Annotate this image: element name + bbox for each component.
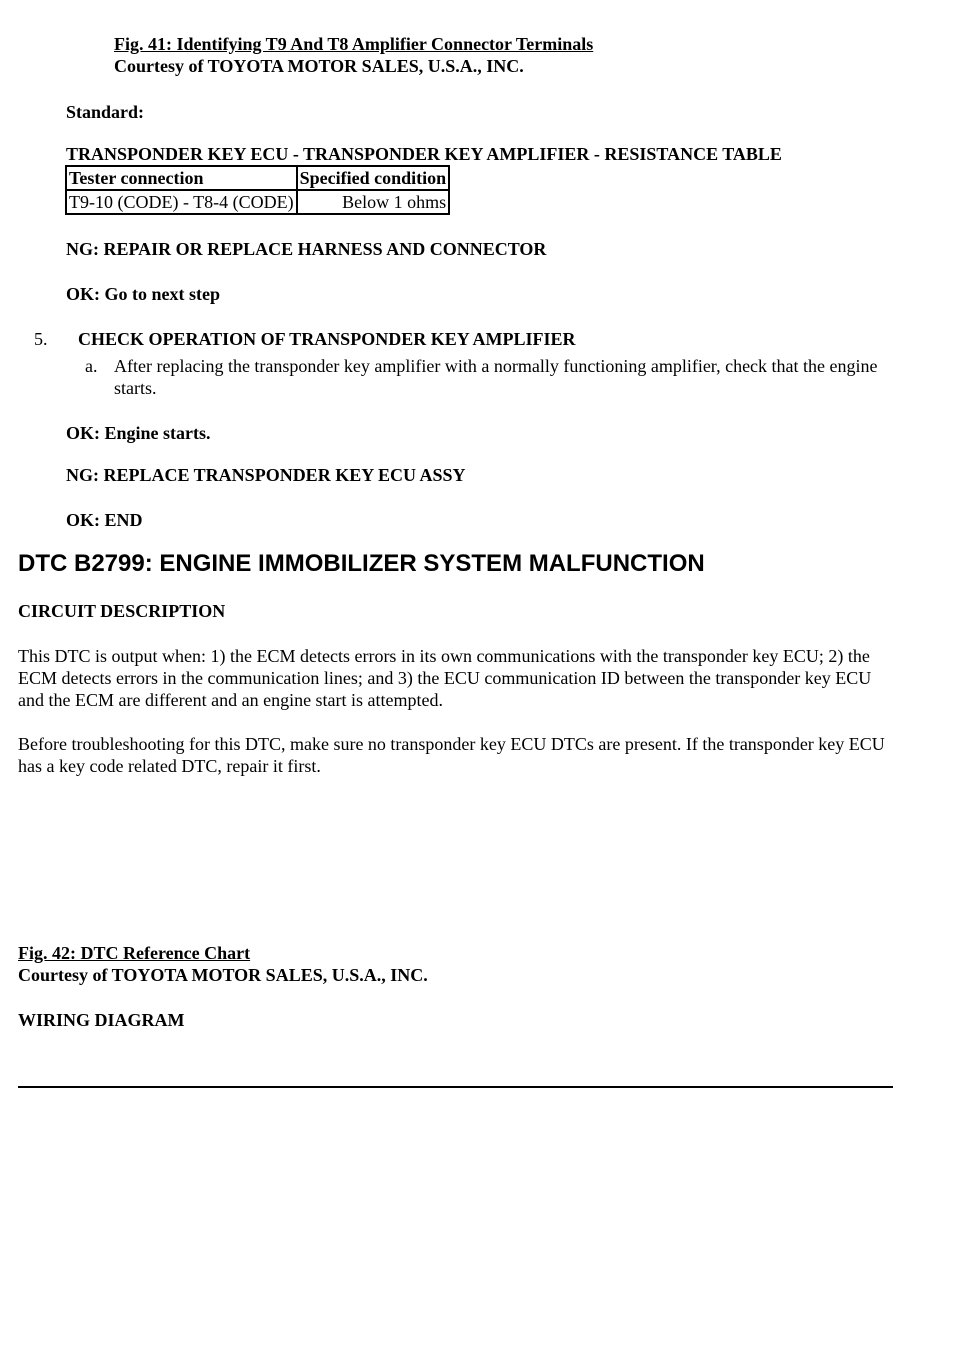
result-ok-engine-starts: OK: Engine starts.	[66, 423, 211, 443]
table-header-row	[66, 166, 449, 190]
result-ng-repair: NG: REPAIR OR REPLACE HARNESS AND CONNECTOR	[66, 239, 547, 259]
table-cell-connection: T9-10 (CODE) - T8-4 (CODE)	[66, 190, 297, 214]
fig41-caption-link[interactable]: Fig. 41: Identifying T9 And T8 Amplifier Connector Terminals	[114, 34, 594, 54]
step-number: 5.	[34, 329, 48, 349]
standard-label: Standard:	[66, 102, 145, 122]
table-row	[66, 190, 449, 214]
result-ok-next: OK: Go to next step	[66, 284, 220, 304]
fig42-caption-link[interactable]: Fig. 42: DTC Reference Chart	[18, 943, 251, 963]
result-ok-end: OK: END	[66, 510, 143, 530]
substep-text: After replacing the transponder key amplifier with a normally functioning amplifier, check that the engine starts.	[114, 356, 878, 398]
resistance-table-title: TRANSPONDER KEY ECU - TRANSPONDER KEY AMPLIFIER - RESISTANCE TABLE	[66, 144, 782, 164]
resistance-table	[65, 165, 450, 215]
result-ng-replace-ecu: NG: REPLACE TRANSPONDER KEY ECU ASSY	[66, 465, 466, 485]
circuit-description-heading: CIRCUIT DESCRIPTION	[18, 601, 226, 621]
wiring-diagram-heading: WIRING DIAGRAM	[18, 1010, 185, 1030]
fig41-courtesy: Courtesy of TOYOTA MOTOR SALES, U.S.A., INC.	[114, 56, 524, 76]
table-header-cell: Specified condition	[297, 166, 450, 190]
fig42-courtesy: Courtesy of TOYOTA MOTOR SALES, U.S.A., INC.	[18, 965, 428, 985]
substep-label: a.	[85, 356, 98, 376]
horizontal-rule	[18, 1086, 893, 1088]
table-header-cell: Tester connection	[66, 166, 297, 190]
circuit-description-paragraph: This DTC is output when: 1) the ECM detects errors in its own communications with the transponder key ECU; 2) the ECM detects errors in the communication lines; and 3) the ECU communication ID between the transponder key ECU and the ECM are different and an engine start is attempted.	[18, 646, 872, 710]
dtc-heading: DTC B2799: ENGINE IMMOBILIZER SYSTEM MALFUNCTION	[18, 550, 705, 577]
table-cell-condition: Below 1 ohms	[297, 190, 450, 214]
step-title: CHECK OPERATION OF TRANSPONDER KEY AMPLIFIER	[78, 329, 576, 349]
troubleshooting-note-paragraph: Before troubleshooting for this DTC, make sure no transponder key ECU DTCs are present. If the transponder key ECU has a key code related DTC, repair it first.	[18, 734, 885, 776]
